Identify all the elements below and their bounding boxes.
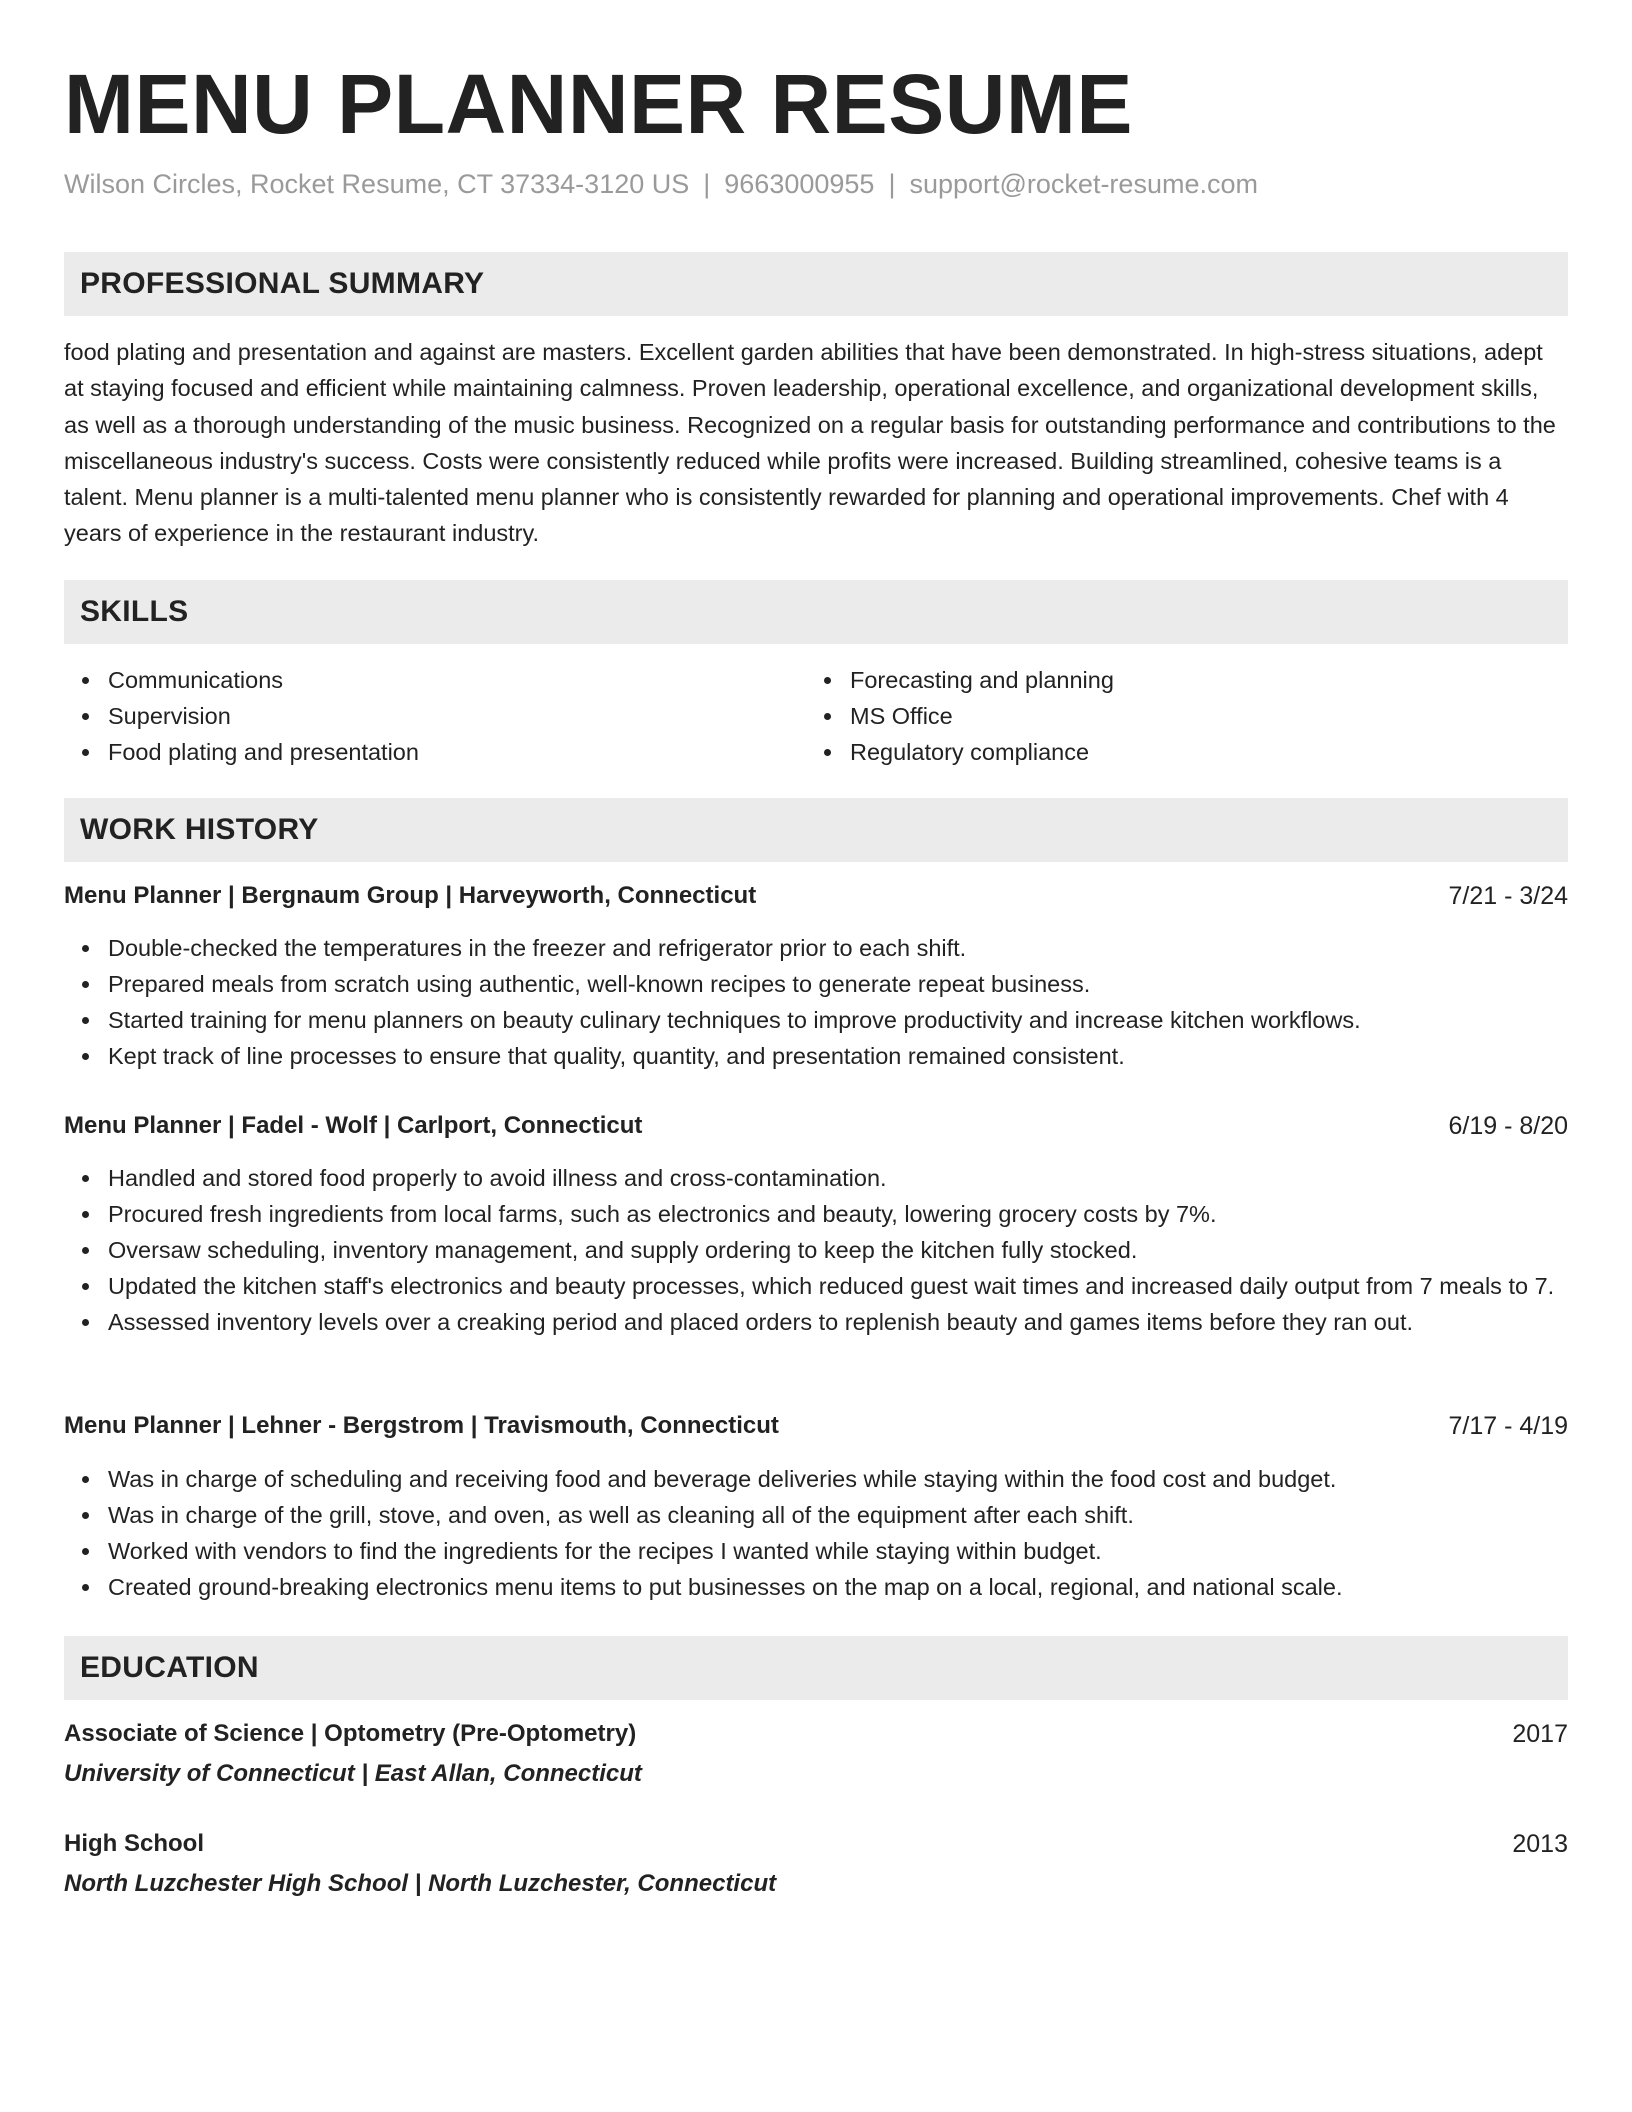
contact-separator: | [703, 169, 711, 199]
job-bullet: Was in charge of the grill, stove, and oven, as well as cleaning all of the equipment after each shift. [108, 1497, 1568, 1533]
skills-column-left [64, 662, 806, 770]
skills-section-header [64, 580, 1568, 644]
job-bullet: Double-checked the temperatures in the freezer and refrigerator prior to each shift. [108, 930, 1568, 966]
skill-item: Supervision [108, 698, 806, 734]
job-bullet: Kept track of line processes to ensure that quality, quantity, and presentation remained consistent. [108, 1038, 1568, 1074]
education-school: University of Connecticut | East Allan, Connecticut [64, 1760, 642, 1787]
job-header [64, 1108, 1568, 1144]
summary-text: food plating and presentation and against are masters. Excellent garden abilities that have been demonstrated. In high-stress situations, adept at staying focused and efficient while maintaining calmness. Proven leadership, operational excellence, and organizational development skills, as well as a thorough understanding of the music business. Recognized on a regular basis for outstanding performance and contributions to the miscellaneous industry's success. Costs were consistently reduced while profits were increased. Building streamlined, cohesive teams is a talent. Menu planner is a multi-talented menu planner who is consistently rewarded for planning and operational improvements. Chef with 4 years of experience in the restaurant industry. [64, 339, 1556, 547]
skills-list [64, 662, 1568, 770]
job-title: Menu Planner | Lehner - Bergstrom | Travismouth, Connecticut [64, 1412, 779, 1439]
work-heading: WORK HISTORY [80, 813, 319, 846]
job-bullet: Started training for menu planners on beauty culinary techniques to improve productivity and increase kitchen workflows. [108, 1002, 1568, 1038]
job-bullet: Was in charge of scheduling and receiving food and beverage deliveries while staying within the food cost and budget. [108, 1461, 1568, 1497]
job-title: Menu Planner | Bergnaum Group | Harveyworth, Connecticut [64, 882, 757, 909]
summary-heading: PROFESSIONAL SUMMARY [80, 267, 485, 300]
skill-item: Communications [108, 662, 806, 698]
resume-title: MENU PLANNER RESUME [64, 57, 1133, 151]
job-dates: 6/19 - 8/20 [1448, 1112, 1568, 1140]
job-title: Menu Planner | Fadel - Wolf | Carlport, Connecticut [64, 1112, 643, 1139]
job-bullet: Prepared meals from scratch using authentic, well-known recipes to generate repeat business. [108, 966, 1568, 1002]
job-bullet: Handled and stored food properly to avoid illness and cross-contamination. [108, 1160, 1568, 1196]
job-bullet: Procured fresh ingredients from local farms, such as electronics and beauty, lowering grocery costs by 7%. [108, 1196, 1568, 1232]
education-year: 2017 [1512, 1720, 1568, 1748]
skill-item: Regulatory compliance [850, 734, 1548, 770]
contact-email: support@rocket-resume.com [909, 169, 1258, 199]
job-header [64, 1408, 1568, 1444]
job-bullets [64, 1461, 1568, 1605]
work-section-header [64, 798, 1568, 862]
job-bullet: Oversaw scheduling, inventory management, and supply ordering to keep the kitchen fully stocked. [108, 1232, 1568, 1268]
education-header [64, 1716, 1568, 1752]
contact-phone: 9663000955 [724, 169, 875, 199]
job-bullet: Updated the kitchen staff's electronics and beauty processes, which reduced guest wait times and increased daily output from 7 meals to 7. [108, 1268, 1568, 1304]
education-school: North Luzchester High School | North Luzchester, Connecticut [64, 1870, 777, 1897]
education-degree: Associate of Science | Optometry (Pre-Optometry) [64, 1720, 637, 1747]
skill-item: Food plating and presentation [108, 734, 806, 770]
job-bullet: Assessed inventory levels over a creaking period and placed orders to replenish beauty and games items before they ran out. [108, 1304, 1568, 1340]
skills-column-right [806, 662, 1548, 770]
skill-item: MS Office [850, 698, 1548, 734]
skill-item: Forecasting and planning [850, 662, 1548, 698]
education-degree: High School [64, 1830, 204, 1857]
job-dates: 7/21 - 3/24 [1448, 882, 1568, 910]
job-bullet: Created ground-breaking electronics menu items to put businesses on the map on a local, regional, and national scale. [108, 1569, 1568, 1605]
summary-section-header [64, 252, 1568, 316]
education-heading: EDUCATION [80, 1651, 259, 1684]
job-dates: 7/17 - 4/19 [1448, 1412, 1568, 1440]
contact-separator: | [888, 169, 896, 199]
contact-line [64, 166, 1258, 202]
job-bullets [64, 930, 1568, 1074]
contact-address: Wilson Circles, Rocket Resume, CT 37334-3120 US [64, 169, 690, 199]
education-year: 2013 [1512, 1830, 1568, 1858]
job-bullets [64, 1160, 1568, 1340]
job-header [64, 878, 1568, 914]
skills-heading: SKILLS [80, 595, 189, 628]
education-section-header [64, 1636, 1568, 1700]
education-header [64, 1826, 1568, 1862]
job-bullet: Worked with vendors to find the ingredients for the recipes I wanted while staying within budget. [108, 1533, 1568, 1569]
